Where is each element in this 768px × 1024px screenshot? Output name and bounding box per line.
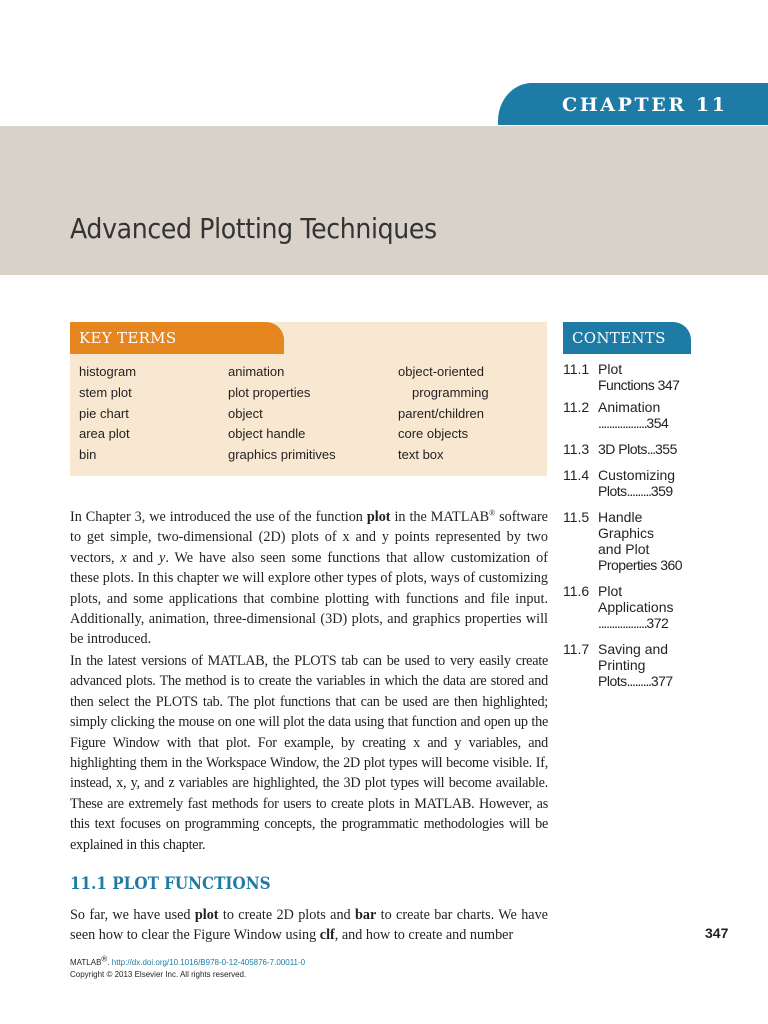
- keyword-bar: bar: [355, 907, 377, 923]
- key-term: graphics primitives: [228, 447, 336, 463]
- toc-item-title: Customizing Plots.........359: [598, 467, 676, 499]
- keyword-clf: clf: [319, 927, 335, 944]
- page-number: 347: [705, 925, 729, 941]
- key-term: histogram: [79, 364, 137, 379]
- toc-page-number: 359: [650, 483, 673, 499]
- key-term: parent/children: [398, 405, 484, 421]
- key-terms-column-2: [228, 362, 336, 466]
- toc-item[interactable]: [563, 399, 723, 431]
- table-of-contents: [563, 361, 723, 689]
- var-x: x: [120, 549, 127, 566]
- toc-item-number: 11.7: [563, 641, 590, 657]
- toc-item-title: Saving and Printing Plots.........377: [598, 641, 673, 689]
- toc-item-number: 11.5: [563, 509, 590, 525]
- section-heading: 11.1 PLOT FUNCTIONS: [70, 874, 271, 893]
- toc-item[interactable]: [563, 441, 723, 457]
- toc-page-number: 360: [660, 557, 683, 573]
- toc-item[interactable]: [563, 467, 723, 499]
- key-terms-column-3: [398, 362, 489, 466]
- key-term: area plot: [79, 426, 130, 442]
- toc-item[interactable]: [563, 583, 723, 631]
- footer: [70, 954, 306, 981]
- plots-tab-paragraph: In the latest versions of MATLAB, the PLOTS tab can be used to very easily create advanced plots. The method is to create the variables in which the data are stored and then select the PLOTS tab. The plot functions that can be used are then highlighted; simply clicking the mouse on one will plot the data using that function and open up the Figure Window with that plot. For example, by creating x and y variables, and highlighting them in the Workspace Window, the 2D plot types will become visible. If, instead, x, y, and z variables are highlighted, the 3D plot types will become available. These are extremely fast methods for users to create plots in MATLAB. However, as this text focuses on programming concepts, the programmatic methodologies will be explained in this chapter.: [70, 653, 548, 853]
- key-term: plot properties: [228, 384, 311, 400]
- key-term-continuation: programming: [412, 384, 489, 400]
- key-term: object: [228, 405, 263, 421]
- toc-item-number: 11.6: [563, 583, 590, 599]
- toc-item-title: Handle Graphics and Plot Properties 360: [598, 509, 683, 573]
- key-terms-header: KEY TERMS: [70, 322, 284, 354]
- toc-item-title: Animation ..................354: [598, 399, 669, 431]
- toc-item-number: 11.2: [563, 399, 590, 415]
- key-term: object handle: [228, 426, 306, 442]
- keyword-plot: plot: [366, 509, 391, 525]
- section-paragraph: So far, we have used plot to create 2D plots and bar to create bar charts. We have seen how to clear the Figure Window using clf, and how to create and number: [70, 907, 548, 944]
- toc-item[interactable]: [563, 641, 723, 689]
- toc-item-title: Plot Functions 347: [598, 361, 680, 393]
- copyright-line: Copyright © 2013 Elsevier Inc. All rights reserved.: [70, 970, 247, 979]
- chapter-label: CHAPTER 11: [498, 83, 768, 125]
- toc-item[interactable]: [563, 509, 723, 573]
- key-term: core objects: [398, 426, 469, 442]
- intro-paragraph: In Chapter 3, we introduced the use of the function plot in the MATLAB® software to get simple, two-dimensional (2D) plots of x and y points represented by two vectors, x and y. We have also seen some functions that allow customization of these plots. In this chapter we will explore other types of plots, ways of customizing plots, and some applications that combine plotting with functions and file input. Additionally, animation, three-dimensional (3D) plots, and graphics properties will be introduced.: [70, 508, 548, 648]
- toc-item-title: Plot Applications ..................372: [598, 583, 674, 631]
- key-terms-box: [70, 322, 547, 476]
- doi-link[interactable]: http://dx.doi.org/10.1016/B978-0-12-405876-7.00011-0: [111, 958, 306, 967]
- key-term: pie chart: [79, 405, 129, 421]
- key-term: text box: [398, 447, 444, 463]
- key-term: bin: [79, 447, 97, 463]
- chapter-title: Advanced Plotting Techniques: [70, 212, 437, 245]
- registered-mark: ®: [489, 508, 496, 518]
- toc-page-number: 377: [650, 673, 673, 689]
- doi-line: MATLAB®. http://dx.doi.org/10.1016/B978-0-12-405876-7.00011-0: [70, 954, 306, 967]
- toc-page-number: 372: [646, 615, 669, 631]
- key-term: stem plot: [79, 384, 132, 400]
- toc-item[interactable]: [563, 361, 723, 393]
- key-term: animation: [228, 364, 285, 379]
- keyword-plot: plot: [194, 907, 219, 923]
- key-terms-column-1: [79, 362, 136, 466]
- toc-item-title: 3D Plots...355: [598, 441, 677, 457]
- toc-page-number: 354: [646, 415, 669, 431]
- contents-header: CONTENTS: [563, 322, 691, 354]
- key-term: object-oriented: [398, 364, 484, 379]
- toc-item-number: 11.1: [563, 361, 590, 377]
- var-y: y: [159, 549, 166, 566]
- toc-item-number: 11.4: [563, 467, 590, 483]
- toc-page-number: 347: [657, 377, 680, 393]
- toc-page-number: 355: [655, 441, 677, 457]
- toc-item-number: 11.3: [563, 441, 590, 457]
- chapter-header-band: [0, 126, 768, 275]
